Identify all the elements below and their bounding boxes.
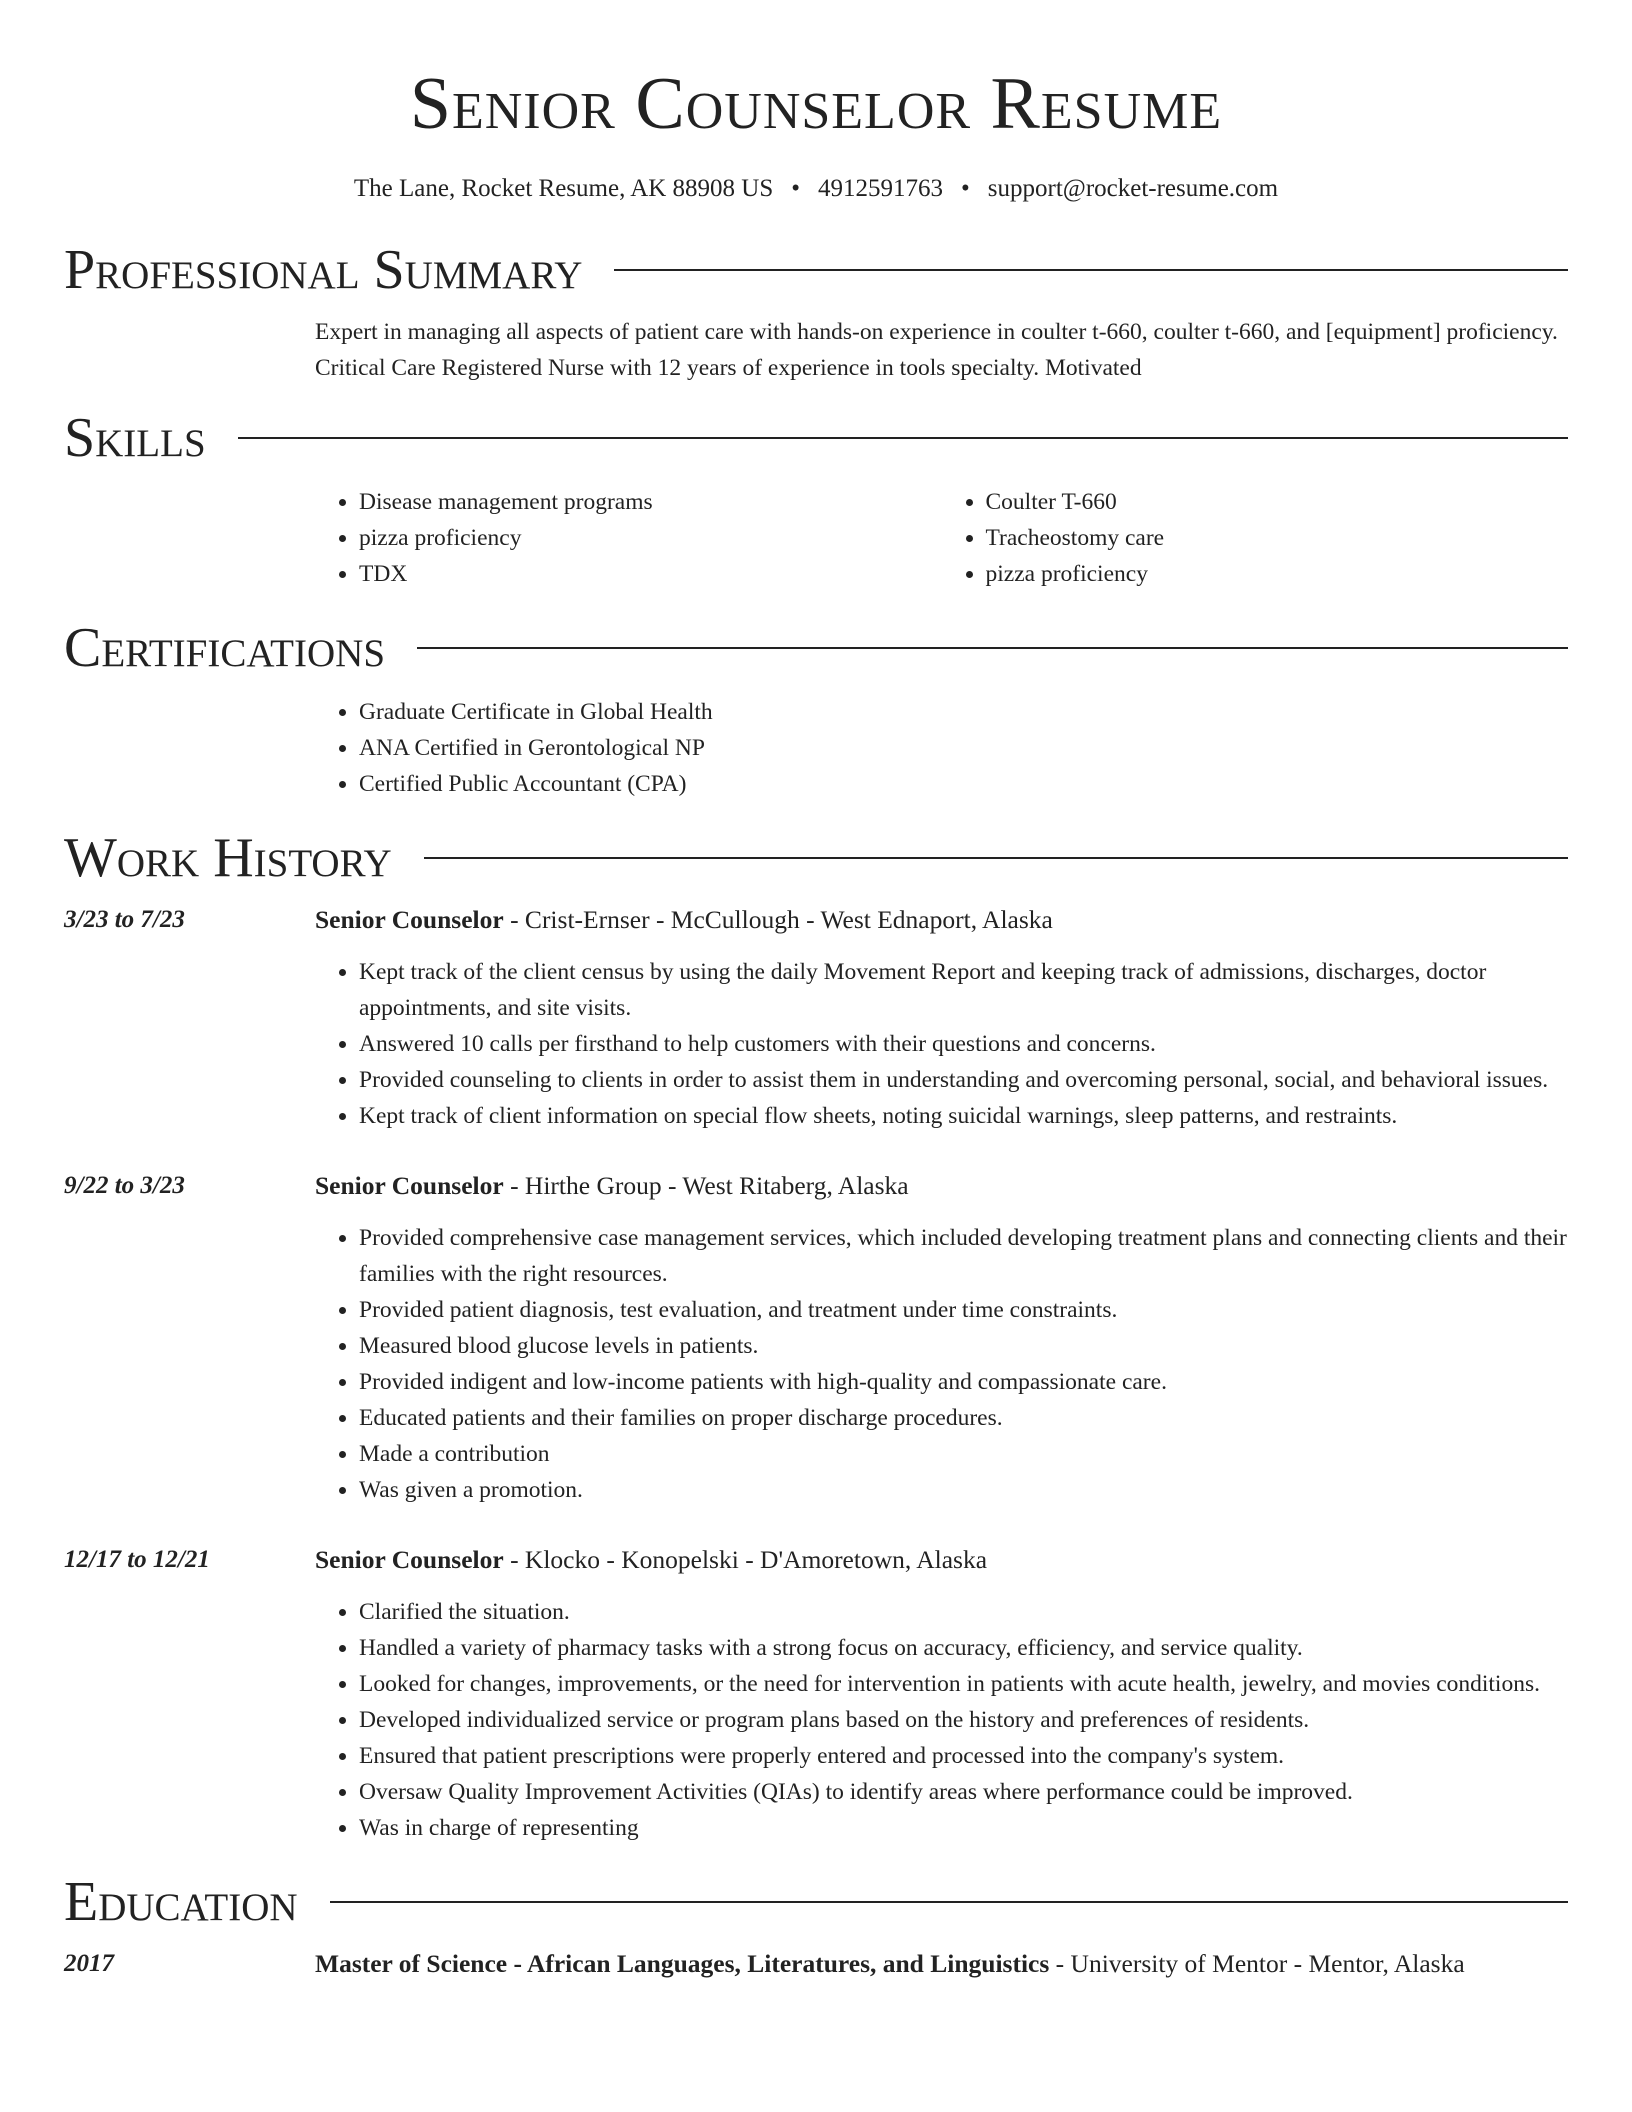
job-bullet: • Measured blood glucose levels in patients.	[359, 1328, 1568, 1364]
section-divider	[614, 269, 1568, 271]
certification-item: • Graduate Certificate in Global Health	[359, 694, 1568, 730]
job-bullet: • Handled a variety of pharmacy tasks with a strong focus on accuracy, efficiency, and service quality.	[359, 1630, 1568, 1666]
skill-item: • Tracheostomy care	[986, 520, 1569, 556]
summary-body	[315, 314, 1568, 386]
job-dates: 9/22 to 3/23	[64, 1172, 185, 1199]
job-dates: 3/23 to 7/23	[64, 906, 185, 933]
contact-line	[64, 174, 1568, 204]
job-bullet: • Provided patient diagnosis, test evaluation, and treatment under time constraints.	[359, 1292, 1568, 1328]
contact-separator: •	[961, 175, 970, 202]
certification-item: • Certified Public Accountant (CPA)	[359, 766, 1568, 802]
job-role: Senior Counselor	[315, 1171, 504, 1200]
job-bullet: • Looked for changes, improvements, or the need for intervention in patients with acute health, jewelry, and movies conditions.	[359, 1666, 1568, 1702]
job-content	[315, 902, 1568, 1134]
job-bullet: • Oversaw Quality Improvement Activities (QIAs) to identify areas where performance could be improved.	[359, 1774, 1568, 1810]
skills-heading: Skills	[64, 407, 206, 469]
summary-heading: Professional Summary	[64, 239, 583, 301]
education-heading: Education	[64, 1871, 298, 1933]
skills-section-header	[64, 406, 1568, 470]
education-content	[315, 1946, 1568, 1982]
skill-item: • TDX	[359, 556, 942, 592]
section-divider	[330, 1901, 1568, 1903]
contact-email[interactable]: support@rocket-resume.com	[987, 175, 1279, 202]
section-divider	[417, 647, 1568, 649]
contact-phone: 4912591763	[818, 175, 944, 202]
job-bullet: • Developed individualized service or program plans based on the history and preferences of residents.	[359, 1702, 1568, 1738]
summary-section-header	[64, 238, 1568, 302]
certifications-body	[315, 694, 1568, 802]
education-details: - University of Mentor - Mentor, Alaska	[1049, 1949, 1465, 1978]
job-bullets	[315, 954, 1568, 1134]
work-heading: Work History	[64, 827, 392, 889]
resume-title: Senior Counselor Resume	[409, 63, 1223, 145]
job-content	[315, 1168, 1568, 1508]
job-bullets	[315, 1594, 1568, 1846]
summary-text: Expert in managing all aspects of patient care with hands-on experience in coulter t-660, coulter t-660, and [equipment] proficiency. Critical Care Registered Nurse with 12 years of experience in tools specialty. Motivated	[315, 319, 1558, 381]
skill-item: • Disease management programs	[359, 484, 942, 520]
skills-column-right	[942, 484, 1569, 592]
job-heading	[315, 1542, 1568, 1578]
contact-separator: •	[791, 175, 801, 202]
section-divider	[424, 857, 1568, 859]
job-bullet: • Made a contribution	[359, 1436, 1568, 1472]
job-details: - Klocko - Konopelski - D'Amoretown, Alaska	[503, 1545, 988, 1574]
certifications-section-header	[64, 616, 1568, 680]
job-bullet: • Educated patients and their families on proper discharge procedures.	[359, 1400, 1568, 1436]
skill-item: • Coulter T-660	[986, 484, 1569, 520]
certifications-heading: Certifications	[64, 617, 386, 679]
job-bullet: • Was given a promotion.	[359, 1472, 1568, 1508]
job-bullet: • Kept track of client information on special flow sheets, noting suicidal warnings, sleep patterns, and restraints.	[359, 1098, 1568, 1134]
certification-item: • ANA Certified in Gerontological NP	[359, 730, 1568, 766]
job-entry	[64, 902, 1568, 1134]
job-details: - Hirthe Group - West Ritaberg, Alaska	[503, 1171, 909, 1200]
job-entry	[64, 1542, 1568, 1846]
skills-column-left	[315, 484, 942, 592]
job-role: Senior Counselor	[315, 905, 504, 934]
job-bullet: • Provided comprehensive case management services, which included developing treatment plans and connecting clients and their families with the right resources.	[359, 1220, 1568, 1292]
job-dates: 12/17 to 12/21	[64, 1546, 210, 1573]
job-bullets	[315, 1220, 1568, 1508]
certifications-list	[315, 694, 1568, 802]
work-section-header	[64, 826, 1568, 890]
job-heading	[315, 902, 1568, 938]
skills-list	[315, 484, 1568, 592]
job-details: - Crist-Ernser - McCullough - West Ednaport, Alaska	[503, 905, 1053, 934]
job-bullet: • Was in charge of representing	[359, 1810, 1568, 1846]
education-entry	[64, 1946, 1568, 1982]
resume-page	[64, 0, 1568, 1982]
job-bullet: • Ensured that patient prescriptions were properly entered and processed into the company's system.	[359, 1738, 1568, 1774]
skill-item: • pizza proficiency	[359, 520, 942, 556]
section-divider	[238, 437, 1568, 439]
contact-address: The Lane, Rocket Resume, AK 88908 US	[353, 175, 774, 202]
job-bullet: • Clarified the situation.	[359, 1594, 1568, 1630]
education-year: 2017	[64, 1950, 114, 1977]
skill-item: • pizza proficiency	[986, 556, 1569, 592]
education-section-header	[64, 1870, 1568, 1934]
job-heading	[315, 1168, 1568, 1204]
job-bullet: • Provided indigent and low-income patients with high-quality and compassionate care.	[359, 1364, 1568, 1400]
job-content	[315, 1542, 1568, 1846]
job-bullet: • Kept track of the client census by using the daily Movement Report and keeping track of admissions, discharges, doctor appointments, and site visits.	[359, 954, 1568, 1026]
education-heading-line	[315, 1946, 1568, 1982]
job-bullet: • Answered 10 calls per firsthand to help customers with their questions and concerns.	[359, 1026, 1568, 1062]
job-entry	[64, 1168, 1568, 1508]
job-bullet: • Provided counseling to clients in order to assist them in understanding and overcoming personal, social, and behavioral issues.	[359, 1062, 1568, 1098]
education-degree: Master of Science - African Languages, Literatures, and Linguistics	[315, 1949, 1050, 1978]
job-role: Senior Counselor	[315, 1545, 504, 1574]
